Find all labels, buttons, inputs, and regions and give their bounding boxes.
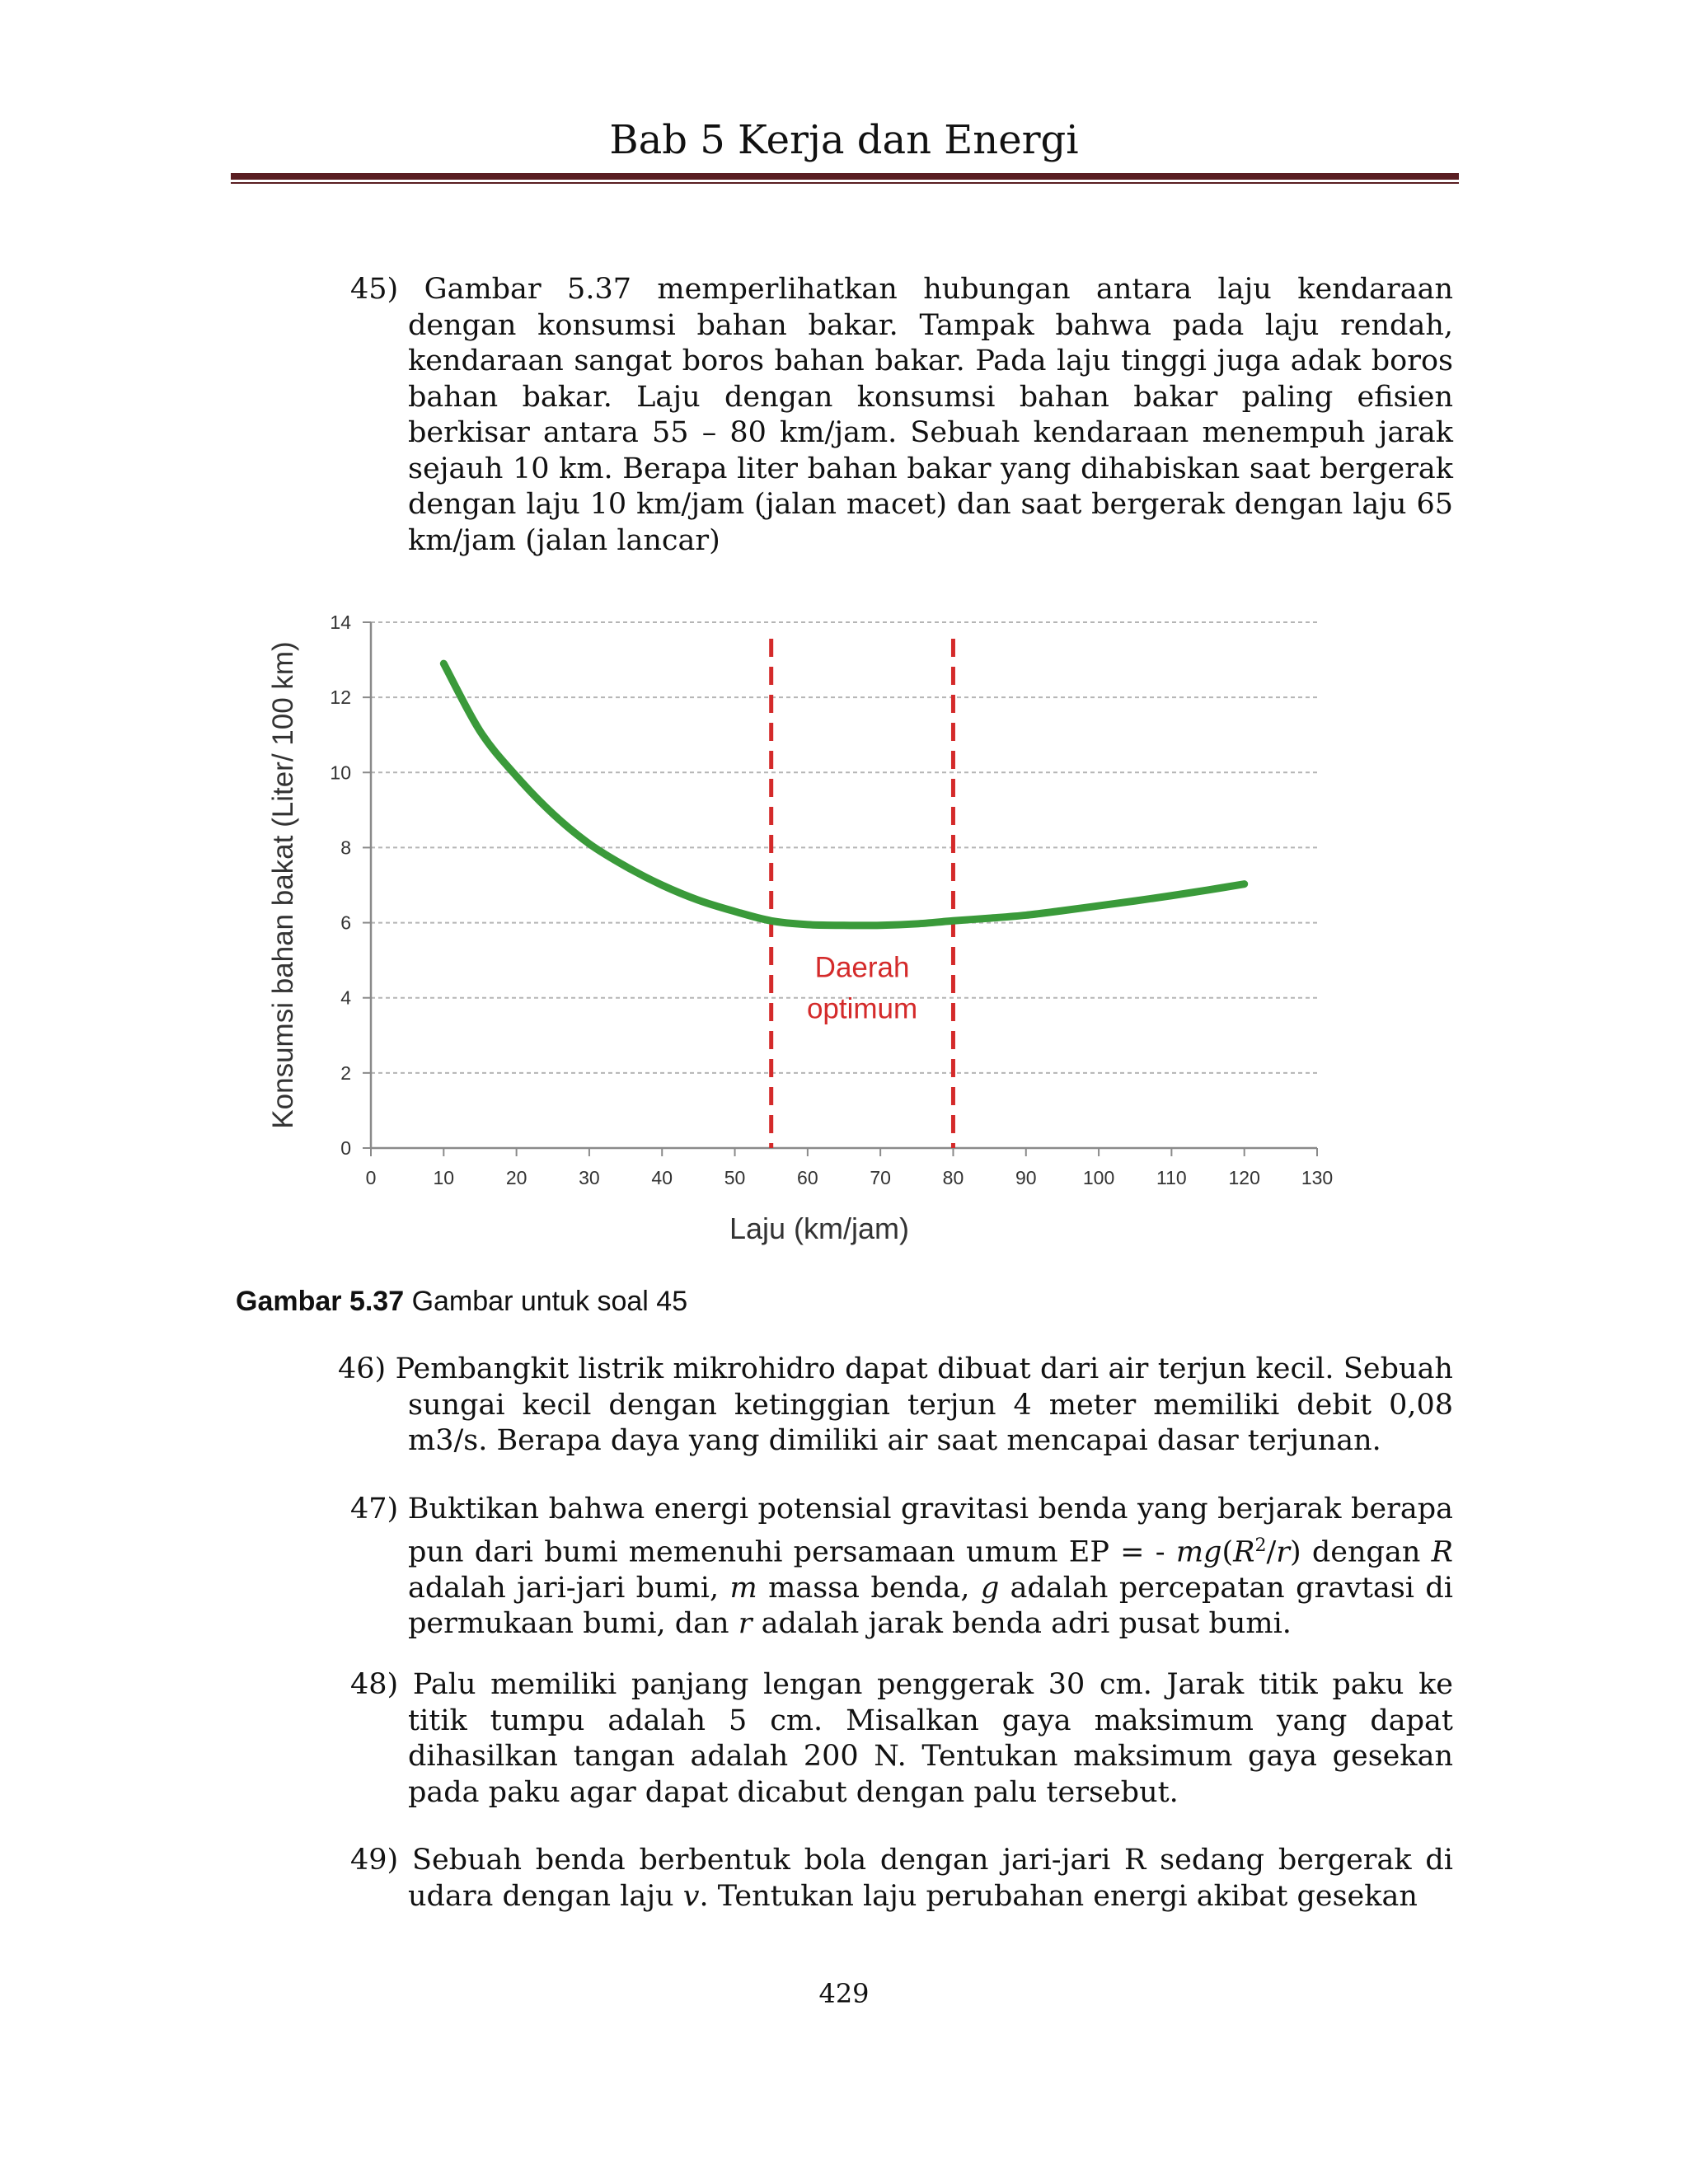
- page-number: 429: [818, 1978, 870, 2009]
- problem-49: [350, 1843, 1453, 1915]
- problem-47-R2: R: [1431, 1535, 1453, 1569]
- problem-48-number: 48): [350, 1668, 399, 1701]
- tick-label-x-110: 110: [1156, 1167, 1187, 1188]
- problem-47-r: r: [1276, 1535, 1290, 1569]
- problem-49-v: v: [682, 1879, 700, 1913]
- problem-47-paren-open: (: [1221, 1535, 1234, 1569]
- x-axis-title: Laju (km/jam): [729, 1212, 910, 1245]
- tick-label-x-100: 100: [1082, 1167, 1115, 1188]
- tick-label-x-10: 10: [433, 1167, 455, 1188]
- problem-47-text-3: adalah jari-jari bumi,: [408, 1571, 730, 1605]
- tick-label-y-8: 8: [340, 837, 351, 859]
- tick-label-y-12: 12: [330, 687, 351, 709]
- series-line-0: [443, 663, 1244, 926]
- problem-47-mg: mg: [1175, 1535, 1222, 1569]
- problem-49-number: 49): [350, 1844, 399, 1877]
- problem-47-text-2: dengan: [1301, 1535, 1432, 1569]
- tick-label-x-30: 30: [579, 1167, 600, 1188]
- tick-label-x-90: 90: [1015, 1167, 1037, 1188]
- problem-46-text: Pembangkit listrik mikrohidro dapat dibuat dari air terjun kecil. Sebuah sungai kecil dengan ketinggian terjun 4 meter memiliki debit 0,08 m3/s. Berapa daya yang dimiliki air saat mencapai dasar terjunan.: [395, 1352, 1453, 1457]
- tick-label-x-70: 70: [870, 1167, 891, 1188]
- header-rule-thick: [231, 173, 1459, 180]
- page-header-title: Bab 5 Kerja dan Energi: [609, 117, 1079, 163]
- problem-48: [350, 1667, 1453, 1811]
- problem-46: [338, 1352, 1453, 1460]
- problem-47-text-5: adalah percepatan gravtasi di permukaan bumi, dan: [408, 1571, 1453, 1641]
- chart-series: [443, 663, 1245, 926]
- tick-label-y-6: 6: [340, 912, 351, 934]
- problem-47: [350, 1492, 1453, 1643]
- problem-49-text-2: . Tentukan laju perubahan energi akibat gesekan: [699, 1879, 1418, 1913]
- tick-label-x-130: 130: [1301, 1167, 1334, 1188]
- problem-47-number: 47): [350, 1493, 399, 1526]
- y-axis-title: Konsumsi bahan bakat (Liter/ 100 km): [267, 641, 299, 1129]
- problem-47-slash: /: [1266, 1535, 1277, 1569]
- problem-47-paren-close: ): [1289, 1535, 1301, 1569]
- tick-label-x-50: 50: [724, 1167, 746, 1188]
- problem-45: [350, 272, 1453, 559]
- problem-49-text-1: Sebuah benda berbentuk bola dengan jari-jari R sedang bergerak di udara dengan laju: [408, 1844, 1453, 1913]
- annotation-1: optimum: [806, 992, 918, 1025]
- problem-47-R: R: [1233, 1535, 1255, 1569]
- tick-label-x-40: 40: [651, 1167, 673, 1188]
- problem-47-text-1: Buktikan bahwa energi potensial gravitasi benda yang berjarak berapa pun dari bumi memenuhi persamaan umum EP = -: [407, 1493, 1453, 1569]
- problem-47-g: g: [980, 1571, 1000, 1605]
- problem-47-text-6: adalah jarak benda adri pusat bumi.: [752, 1607, 1292, 1641]
- tick-label-x-80: 80: [942, 1167, 964, 1188]
- figure-caption-label: Gambar 5.37: [236, 1286, 405, 1317]
- problem-48-text: Palu memiliki panjang lengan penggerak 30 cm. Jarak titik paku ke titik tumpu adalah 5 cm. Misalkan gaya maksimum yang dapat dihasilkan tangan adalah 200 N. Tentukan maksimum gaya gesekan pada paku agar dapat dicabut dengan palu tersebut.: [408, 1668, 1453, 1809]
- tick-label-y-14: 14: [330, 612, 351, 633]
- problem-47-m: m: [729, 1571, 757, 1605]
- problem-45-text: Gambar 5.37 memperlihatkan hubungan antara laju kendaraan dengan konsumsi bahan bakar. Tampak bahwa pada laju rendah, kendaraan sangat boros bahan bakar. Pada laju tinggi juga adak boros bahan bakar. Laju dengan konsumsi bahan bakar paling efisien berkisar antara 55 – 80 km/jam. Sebuah kendaraan menempuh jarak sejauh 10 km. Berapa liter bahan bakar yang dihabiskan saat bergerak dengan laju 10 km/jam (jalan macet) dan saat bergerak dengan laju 65 km/jam (jalan lancar): [408, 273, 1453, 557]
- tick-label-x-60: 60: [797, 1167, 818, 1188]
- header-rule-thin: [231, 182, 1459, 184]
- problem-47-sup: 2: [1254, 1535, 1267, 1556]
- chart-labels: [267, 641, 917, 1245]
- tick-label-y-10: 10: [330, 762, 351, 784]
- annotation-0: Daerah: [814, 951, 910, 984]
- figure-caption: [236, 1286, 687, 1318]
- fuel-consumption-chart: [247, 593, 1360, 1253]
- tick-label-x-0: 0: [365, 1167, 377, 1188]
- tick-label-x-120: 120: [1228, 1167, 1260, 1188]
- problem-45-number: 45): [350, 273, 399, 306]
- optimum-lines: [771, 639, 954, 1148]
- tick-label-y-4: 4: [340, 987, 351, 1009]
- problem-46-number: 46): [338, 1352, 387, 1385]
- tick-label-y-0: 0: [340, 1137, 351, 1159]
- tick-label-x-20: 20: [505, 1167, 528, 1188]
- problem-47-r2: r: [738, 1607, 753, 1641]
- problem-47-text-4: massa benda,: [757, 1571, 981, 1605]
- figure-caption-text: Gambar untuk soal 45: [411, 1286, 688, 1317]
- tick-label-y-2: 2: [340, 1062, 351, 1084]
